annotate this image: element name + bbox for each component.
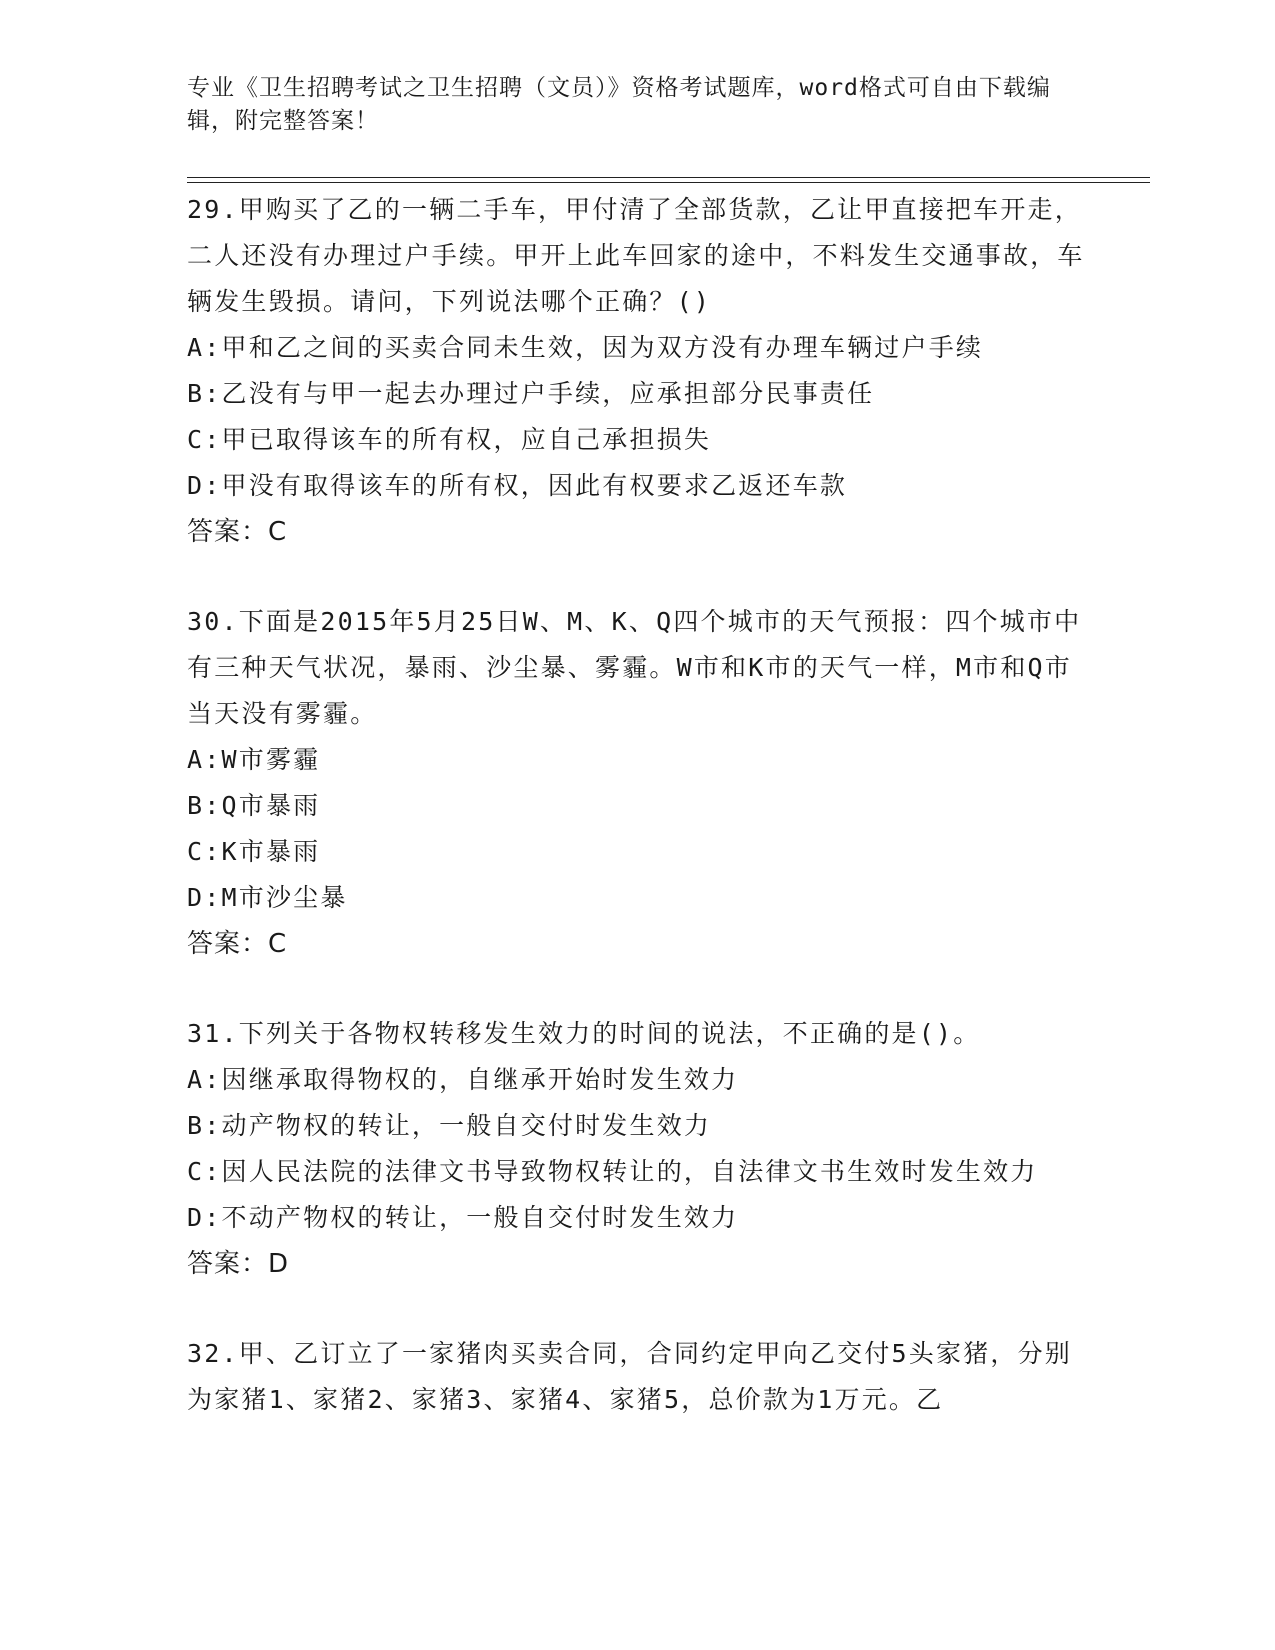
option-a: A:因继承取得物权的，自继承开始时发生效力 xyxy=(187,1065,739,1094)
option-d: D:甲没有取得该车的所有权，因此有权要求乙返还车款 xyxy=(187,471,848,500)
header-rule-top xyxy=(187,177,1150,178)
question-stem: 30.下面是2015年5月25日W、M、K、Q四个城市的天气预报：四个城市中有三种天气状况，暴雨、沙尘暴、雾霾。W市和K市的天气一样，M市和Q市当天没有雾霾。 xyxy=(187,607,1082,728)
question-list xyxy=(187,187,1087,1467)
question-stem: 31.下列关于各物权转移发生效力的时间的说法，不正确的是()。 xyxy=(187,1019,981,1048)
document-header: 专业《卫生招聘考试之卫生招聘（文员）》资格考试题库，word格式可自由下载编辑，附完整答案！ xyxy=(187,75,1051,134)
option-a: A:W市雾霾 xyxy=(187,745,321,774)
option-b: B:Q市暴雨 xyxy=(187,791,321,820)
header-rule-bottom xyxy=(187,182,1150,183)
answer-line: 答案：C xyxy=(187,929,288,959)
question-30 xyxy=(187,599,1087,967)
question-stem: 32.甲、乙订立了一家猪肉买卖合同，合同约定甲向乙交付5头家猪，分别为家猪1、家猪2、家猪3、家猪4、家猪5，总价款为1万元。乙 xyxy=(187,1339,1073,1414)
answer-line: 答案：D xyxy=(187,1249,290,1279)
option-a: A:甲和乙之间的买卖合同未生效，因为双方没有办理车辆过户手续 xyxy=(187,333,984,362)
question-stem: 29.甲购买了乙的一辆二手车，甲付清了全部货款，乙让甲直接把车开走，二人还没有办理过户手续。甲开上此车回家的途中，不料发生交通事故，车辆发生毁损。请问，下列说法哪个正确？() xyxy=(187,195,1085,316)
option-c: C:因人民法院的法律文书导致物权转让的，自法律文书生效时发生效力 xyxy=(187,1157,1038,1186)
answer-line: 答案：C xyxy=(187,517,288,547)
option-d: D:M市沙尘暴 xyxy=(187,883,348,912)
question-29 xyxy=(187,187,1087,555)
question-32 xyxy=(187,1331,1087,1423)
option-d: D:不动产物权的转让，一般自交付时发生效力 xyxy=(187,1203,739,1232)
option-c: C:K市暴雨 xyxy=(187,837,321,866)
question-31 xyxy=(187,1011,1087,1287)
option-b: B:乙没有与甲一起去办理过户手续，应承担部分民事责任 xyxy=(187,379,875,408)
option-c: C:甲已取得该车的所有权，应自己承担损失 xyxy=(187,425,712,454)
option-b: B:动产物权的转让，一般自交付时发生效力 xyxy=(187,1111,712,1140)
